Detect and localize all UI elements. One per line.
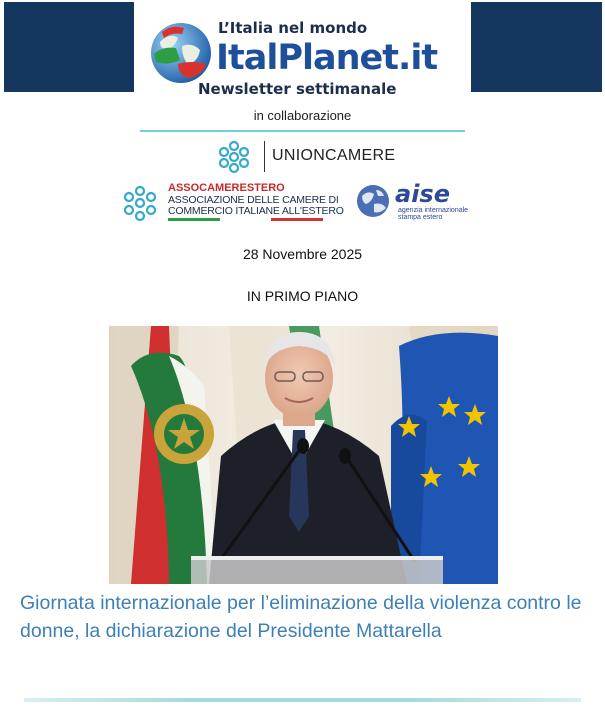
globe-logo-icon bbox=[148, 20, 214, 86]
aise-wordmark[interactable]: aise bbox=[395, 180, 450, 208]
assocamerestero-title: ASSOCAMERESTERO bbox=[168, 182, 285, 194]
assocamerestero-logo-icon[interactable] bbox=[120, 183, 160, 223]
header-band-right bbox=[471, 2, 602, 92]
article-headline-link[interactable]: Giornata internazionale per l’eliminazione della violenza contro le donne, la dichiarazione del Presidente Mattarella bbox=[20, 592, 582, 642]
masthead-brand: ItalPlanet.it bbox=[216, 38, 438, 78]
unioncamere-label[interactable]: UNIONCAMERE bbox=[272, 147, 396, 164]
assocamerestero-line2: COMMERCIO ITALIANE ALL'ESTERO bbox=[168, 205, 344, 217]
assocamerestero-block[interactable] bbox=[168, 182, 344, 217]
unioncamere-divider bbox=[264, 141, 265, 172]
collaboration-label: in collaborazione bbox=[253, 108, 352, 123]
issue-date: 28 Novembre 2025 bbox=[242, 246, 363, 262]
section-heading: IN PRIMO PIANO bbox=[246, 288, 359, 304]
assocamerestero-line1: ASSOCIAZIONE DELLE CAMERE DI bbox=[168, 194, 339, 206]
aise-globe-icon[interactable] bbox=[356, 184, 390, 218]
article-photo[interactable] bbox=[109, 326, 498, 584]
unioncamere-logo-icon[interactable] bbox=[216, 139, 252, 175]
newsletter-masthead[interactable] bbox=[134, 0, 471, 100]
aise-subtitle: agenzia internazionale stampa estero bbox=[398, 207, 469, 221]
masthead-subtitle: Newsletter settimanale bbox=[198, 80, 397, 98]
next-article-divider bbox=[24, 698, 581, 702]
masthead-tagline: L’Italia nel mondo bbox=[218, 19, 368, 37]
header-band-left bbox=[4, 2, 134, 92]
divider-line bbox=[140, 130, 465, 132]
italian-flag-bar bbox=[168, 218, 323, 221]
